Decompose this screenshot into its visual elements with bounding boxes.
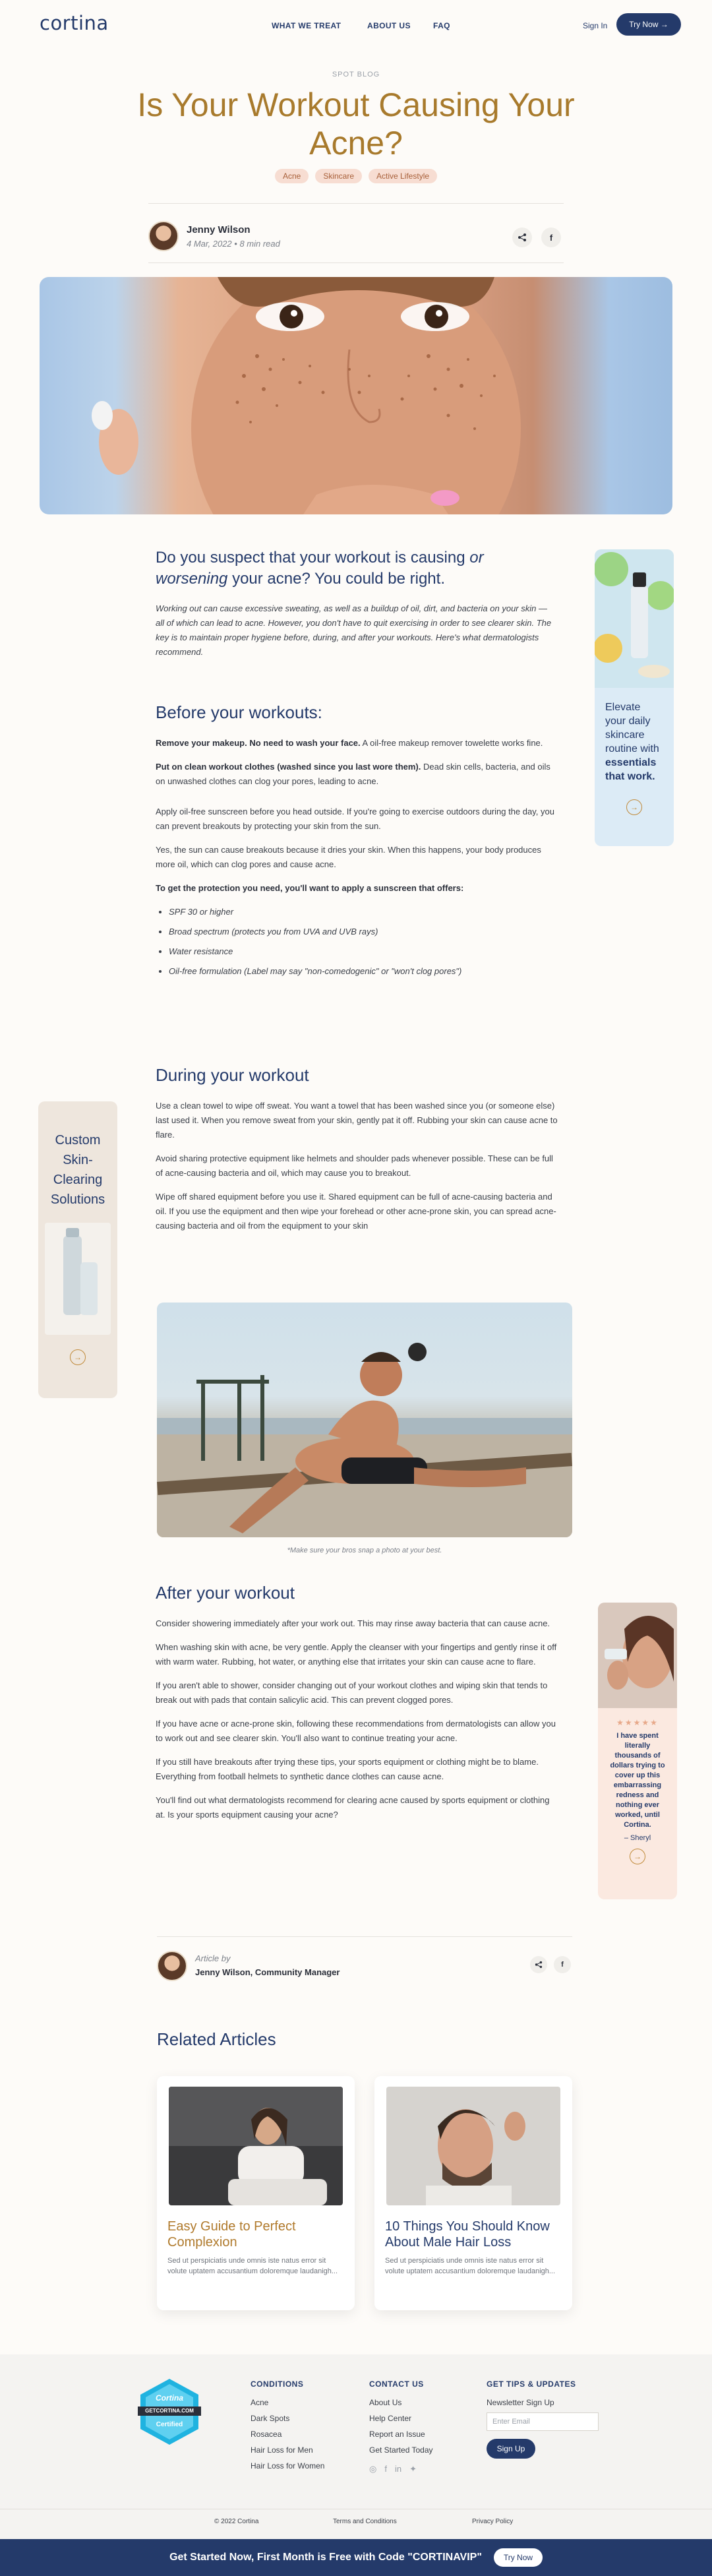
article-meta: 4 Mar, 2022 • 8 min read xyxy=(187,239,280,249)
facebook-button[interactable] xyxy=(541,228,561,247)
footer-link-acne[interactable]: Acne xyxy=(251,2398,269,2407)
list-item: • SPF 30 or higher xyxy=(169,902,558,922)
sign-up-button[interactable]: Sign Up xyxy=(487,2439,535,2459)
tag-acne[interactable]: Acne xyxy=(275,169,309,183)
footer-link-help-center[interactable]: Help Center xyxy=(369,2414,412,2423)
before-paragraph-4: Yes, the sun can cause breakouts because it dries your skin. When this happens, your body produces more oil, which can clog pores and cause acne. xyxy=(156,845,541,869)
share-icon xyxy=(535,1961,543,1969)
newsletter-label: Newsletter Sign Up xyxy=(487,2398,554,2407)
rating-stars: ★★★★★ xyxy=(616,1718,659,1727)
testimonial-quote: I have spent literally thousands of dollars trying to cover up this embarrassing redness and nothing ever worked, until Cortina. xyxy=(610,1732,665,1829)
related-title[interactable]: 10 Things You Should Know About Male Hair Loss xyxy=(385,2219,550,2250)
before-section xyxy=(156,702,558,981)
before-paragraph-2: Put on clean workout clothes (washed since you last wore them). Dead skin cells, bacteria, and oils on unwashed clothes can clog your pores, leading to acne. xyxy=(156,762,550,786)
page-title: Is Your Workout Causing Your Acne? xyxy=(137,86,575,162)
arrow-right-icon[interactable]: → xyxy=(626,799,642,815)
after-paragraph-4: If you have acne or acne-prone skin, following these recommendations from dermatologists can allow you to work out and see clearer skin. You'll also want to continue treating your acne. xyxy=(156,1719,556,1743)
promo-bar xyxy=(0,2539,712,2576)
footer xyxy=(0,2354,712,2539)
footer-link-hair-loss-women[interactable]: Hair Loss for Women xyxy=(251,2461,325,2470)
tag-active-lifestyle[interactable]: Active Lifestyle xyxy=(369,169,437,183)
footer-link-dark-spots[interactable]: Dark Spots xyxy=(251,2414,290,2423)
list-item: • Broad spectrum (protects you from UVA and UVB rays) xyxy=(169,922,558,942)
during-heading: During your workout xyxy=(156,1065,309,1085)
list-item: • Oil-free formulation (Label may say "non-comedogenic" or "won't clog pores") xyxy=(169,962,558,981)
during-paragraph-2: Avoid sharing protective equipment like helmets and shoulder pads whenever possible. These can be full of acne-causing bacteria and oil, which may cause you to breakout. xyxy=(156,1153,553,1178)
facebook-icon[interactable]: f xyxy=(384,2464,387,2474)
badge-top: Cortina xyxy=(156,2393,183,2403)
author-avatar xyxy=(148,221,179,251)
facebook-icon: f xyxy=(561,1961,564,1969)
tips-heading: GET TIPS & UPDATES xyxy=(487,2379,576,2389)
list-item: • Water resistance xyxy=(169,942,558,962)
linkedin-icon[interactable]: in xyxy=(394,2464,402,2474)
footer-link-report-issue[interactable]: Report an Issue xyxy=(369,2430,425,2439)
workout-image xyxy=(157,1303,572,1537)
facebook-icon: f xyxy=(549,232,553,243)
privacy-link[interactable]: Privacy Policy xyxy=(472,2518,514,2525)
eyebrow: SPOT BLOG xyxy=(332,71,380,78)
nav-faq[interactable]: FAQ xyxy=(433,21,450,30)
related-image xyxy=(386,2087,560,2205)
after-paragraph-1: Consider showering immediately after your work out. This may rinse away bacteria that can cause acne. xyxy=(156,1618,550,1628)
after-paragraph-2: When washing skin with acne, be very gentle. Apply the cleanser with your fingertips and gently rinse it off with warm water. Rubbing, hot water, or anything else that irritates your skin can cause acne to flare. xyxy=(156,1642,557,1667)
divider xyxy=(148,262,564,263)
social-links xyxy=(369,2464,433,2474)
footer-contact xyxy=(369,2379,433,2474)
related-title[interactable]: Easy Guide to Perfect Complexion xyxy=(167,2219,296,2250)
after-paragraph-3: If you aren't able to shower, consider changing out of your workout clothes and wiping skin that tends to break out with pads that contain salicylic acid. This can prevent clogged pores. xyxy=(156,1680,548,1705)
arrow-right-icon[interactable]: → xyxy=(70,1349,86,1365)
article-by-name[interactable]: Jenny Wilson, Community Manager xyxy=(195,1967,340,1977)
article-by-label: Article by xyxy=(195,1953,231,1963)
during-paragraph-1: Use a clean towel to wipe off sweat. You want a towel that has been washed since you (or someone else) last used it. When you remove sweat from your skin, gently pat it off. Rubbing your skin can cause acne to flare. xyxy=(156,1101,558,1140)
email-input[interactable]: Enter Email xyxy=(487,2412,599,2431)
promo-try-now-button[interactable]: Try Now xyxy=(494,2548,543,2567)
terms-link[interactable]: Terms and Conditions xyxy=(333,2518,397,2525)
footer-newsletter xyxy=(487,2379,599,2459)
tag-list xyxy=(0,169,712,183)
intro-section xyxy=(156,547,558,659)
contact-heading: CONTACT US xyxy=(369,2379,424,2389)
nav-what-we-treat[interactable]: WHAT WE TREAT xyxy=(272,21,341,30)
related-desc: Sed ut perspiciatis unde omnis iste natus error sit volute uptatem accusantium doloremque laudanigh... xyxy=(385,2257,556,2275)
footer-link-hair-loss-men[interactable]: Hair Loss for Men xyxy=(251,2445,313,2455)
sunscreen-list xyxy=(156,902,558,981)
related-heading: Related Articles xyxy=(157,2029,276,2049)
intro-text: Working out can cause excessive sweating, as well as a buildup of oil, dirt, and bacteria on your skin — all of which can lead to acne. However, you don't have to quit exercising in order to see clearer skin. The key is to maintain proper hygiene before, during, and after your workouts. Here's what dermatologists recommend. xyxy=(156,603,552,657)
after-section xyxy=(156,1583,558,1822)
before-paragraph-1: Remove your makeup. No need to wash your face. A oil-free makeup remover towelette works fine. xyxy=(156,738,543,748)
twitter-icon[interactable]: ✦ xyxy=(409,2464,417,2474)
read-time: 8 min read xyxy=(239,239,280,249)
arrow-right-icon[interactable]: → xyxy=(630,1849,645,1864)
nav-about-us[interactable]: ABOUT US xyxy=(367,21,411,30)
certified-badge xyxy=(135,2377,204,2446)
after-heading: After your workout xyxy=(156,1583,295,1603)
before-paragraph-5: To get the protection you need, you'll want to apply a sunscreen that offers: xyxy=(156,883,464,893)
during-section xyxy=(156,1065,558,1233)
badge-mid: GETCORTINA.COM xyxy=(145,2408,194,2414)
promo-text: Elevate your daily skincare routine with essentials that work. xyxy=(605,702,659,782)
related-desc: Sed ut perspiciatis unde omnis iste natus error sit volute uptatem accusantium doloremque laudanigh... xyxy=(167,2257,338,2275)
divider xyxy=(148,203,564,204)
author-avatar xyxy=(157,1951,187,1981)
promo-card-essentials[interactable] xyxy=(595,549,674,846)
footer-link-about-us[interactable]: About Us xyxy=(369,2398,402,2407)
share-button[interactable] xyxy=(512,228,532,247)
try-now-button[interactable]: Try Now → xyxy=(616,13,681,36)
footer-link-rosacea[interactable]: Rosacea xyxy=(251,2430,282,2439)
share-icon xyxy=(518,233,527,242)
author-name[interactable]: Jenny Wilson xyxy=(187,224,251,235)
tag-skincare[interactable]: Skincare xyxy=(315,169,362,183)
instagram-icon[interactable]: ◎ xyxy=(369,2464,377,2474)
badge-bottom: Certified xyxy=(156,2421,183,2428)
footer-link-get-started[interactable]: Get Started Today xyxy=(369,2445,433,2455)
divider xyxy=(157,1936,572,1937)
promo-bar-text: Get Started Now, First Month is Free with Code "CORTINAVIP" xyxy=(169,2552,482,2563)
share-button[interactable] xyxy=(530,1956,547,1973)
before-paragraph-3: Apply oil-free sunscreen before you head outside. If you're going to exercise outdoors during the day, you can prevent breakouts by protecting your skin from the sun. xyxy=(156,807,554,831)
promo-card-solutions[interactable] xyxy=(38,1101,117,1398)
sign-in-link[interactable]: Sign In xyxy=(583,21,608,30)
testimonial-author: – Sheryl xyxy=(624,1834,651,1842)
conditions-heading: CONDITIONS xyxy=(251,2379,304,2389)
footer-conditions xyxy=(251,2379,324,2470)
hero-image xyxy=(40,277,672,514)
before-heading: Before your workouts: xyxy=(156,702,322,722)
after-paragraph-6: You'll find out what dermatologists recommend for clearing acne caused by sports equipment or clothing at. Is your sports equipment causing your acne? xyxy=(156,1795,550,1820)
testimonial-photo xyxy=(598,1603,677,1708)
intro-heading: Do you suspect that your workout is causing or worsening your acne? You could be right. xyxy=(156,549,484,588)
product-image xyxy=(38,1223,117,1341)
facebook-button[interactable] xyxy=(554,1956,571,1973)
copyright: © 2022 Cortina xyxy=(214,2518,259,2525)
related-card-2[interactable] xyxy=(374,2076,572,2310)
image-caption: *Make sure your bros snap a photo at your best. xyxy=(287,1547,442,1554)
promo-text: Custom Skin-Clearing Solutions xyxy=(50,1133,105,1207)
product-image xyxy=(595,549,674,688)
related-image xyxy=(169,2087,343,2205)
during-paragraph-3: Wipe off shared equipment before you use it. Shared equipment can be full of acne-causing bacteria and oil. If you use the equipment and then wipe your forehead or other acne-prone skin, you can spread acne-causing bacteria and oil from the equipment to your skin xyxy=(156,1192,556,1231)
testimonial-card[interactable] xyxy=(598,1603,677,1899)
logo[interactable]: cortina xyxy=(40,12,109,34)
related-card-1[interactable] xyxy=(157,2076,355,2310)
after-paragraph-5: If you still have breakouts after trying these tips, your sports equipment or clothing might be to blame. Everything from football helmets to synthetic dance clothes can cause acne. xyxy=(156,1757,539,1781)
article-date: 4 Mar, 2022 xyxy=(187,239,232,249)
